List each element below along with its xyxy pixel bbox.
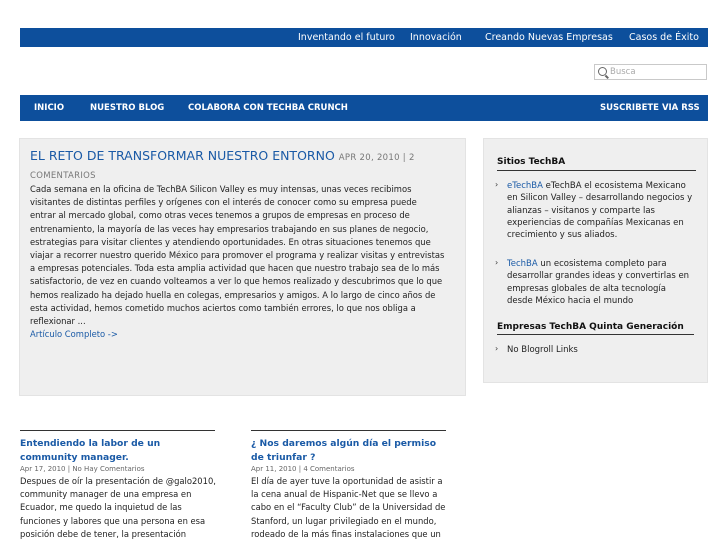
- rss-subscribe-link[interactable]: SUSCRIBETE VIA RSS: [600, 103, 700, 113]
- post-excerpt: El día de ayer tuve la oportunidad de asistir a la cena anual de Hispanic-Net que se llevo a cabo en el “Faculty Club” de la Universidad de Stanford, un lugar privilegiado en el mundo, rodeado de la más finas instalaciones que un: [251, 476, 446, 539]
- techba-link[interactable]: TechBA: [507, 259, 538, 269]
- chevron-right-icon: ›: [495, 258, 499, 267]
- sidebar-divider: [497, 170, 696, 171]
- sidebar-item-techba: [507, 258, 693, 307]
- post-title[interactable]: Entendiendo la labor de un community manager.: [20, 438, 161, 463]
- featured-post-header: [30, 148, 458, 184]
- featured-post-excerpt: Cada semana en la oficina de TechBA Silicon Valley es muy intensas, unas veces recibimos visitantes de distintas perfiles y orígenes con el interés de conocer como su empresa puede entrar al mercado global, como otras veces tenemos a grupos de empresas en proceso de entrenamiento, la mayoría de las veces hay empresarios trabajando en sus planes de negocio, estrategias para visitar clientes y atendiendo oportunidades. En otras situaciones tenemos que viajar a recorrer nuestro querido México para promover el programa y realizar visitas y entrevistas a empresas potenciales. Toda esta amplia actividad que hacen que nuestro trabajo sea de lo más satisfactorio, de vez en cuando volteamos a ver lo que hemos realizado y descubrimos que lo que hemos realizado ha dejado huella en colegas, empresarios y amigos. A lo largo de cinco años de esta actividad, hemos cometido muchos aciertos como también errores, lo que nos obliga a reflexionar ...: [30, 184, 445, 327]
- main-nav-colabora[interactable]: COLABORA CON TECHBA CRUNCH: [188, 103, 348, 113]
- top-nav-bar: [20, 28, 708, 47]
- post-divider: [251, 430, 446, 431]
- top-nav-innovacion[interactable]: Innovación: [410, 32, 462, 43]
- post-title[interactable]: ¿ Nos daremos algún día el permiso de triunfar ?: [251, 438, 437, 463]
- read-more-link[interactable]: Artículo Completo ->: [30, 329, 118, 340]
- chevron-right-icon: ›: [495, 344, 499, 353]
- featured-post-meta: APR 20, 2010 | 2 COMENTARIOS: [30, 153, 415, 181]
- sidebar-heading-empresas: Empresas TechBA Quinta Generación: [497, 322, 684, 332]
- featured-post-body-wrap: [30, 183, 445, 341]
- top-nav-casos-exito[interactable]: Casos de Éxito: [629, 32, 699, 43]
- featured-post-title[interactable]: EL RETO DE TRANSFORMAR NUESTRO ENTORNO: [30, 148, 335, 163]
- sidebar-heading-sitios: Sitios TechBA: [497, 157, 566, 167]
- post-excerpt: Despues de oír la presentación de @galo2010, community manager de una empresa en Ecuador, me quedo la inquietud de las funciones y labores que una persona en esa posición debe de tener, la presentación: [20, 476, 216, 539]
- post-meta: Apr 17, 2010 | No Hay Comentarios: [20, 465, 145, 473]
- main-nav-blog[interactable]: NUESTRO BLOG: [90, 103, 165, 113]
- main-nav-bar: [20, 95, 708, 121]
- main-nav-inicio[interactable]: INICIO: [34, 103, 65, 113]
- post-divider: [20, 430, 215, 431]
- search-icon: [598, 67, 607, 76]
- sidebar-divider: [497, 334, 694, 335]
- search-input[interactable]: [594, 64, 707, 80]
- sidebar: [483, 138, 708, 383]
- chevron-right-icon: ›: [495, 180, 499, 189]
- sidebar-item-etechba: [507, 180, 693, 241]
- sidebar-item-blogroll: No Blogroll Links: [507, 345, 578, 355]
- top-nav-inventando[interactable]: Inventando el futuro: [298, 32, 395, 43]
- search-placeholder: Busca: [610, 67, 636, 77]
- post-meta: Apr 11, 2010 | 4 Comentarios: [251, 465, 355, 473]
- featured-post: [19, 138, 466, 396]
- etechba-description: eTechBA el ecosistema Mexicano en Silicon Valley – desarrollando negocios y alianzas – visitanos y comparte las experiencias de compañías Mexicanas en crecimiento y sus aliados.: [507, 181, 693, 241]
- top-nav-creando-empresas[interactable]: Creando Nuevas Empresas: [485, 32, 613, 43]
- techba-description: un ecosistema completo para desarrollar grandes ideas y convertirlas en empresas globales de alta tecnología desde México hacia el mundo: [507, 259, 690, 306]
- etechba-link[interactable]: eTechBA: [507, 181, 543, 191]
